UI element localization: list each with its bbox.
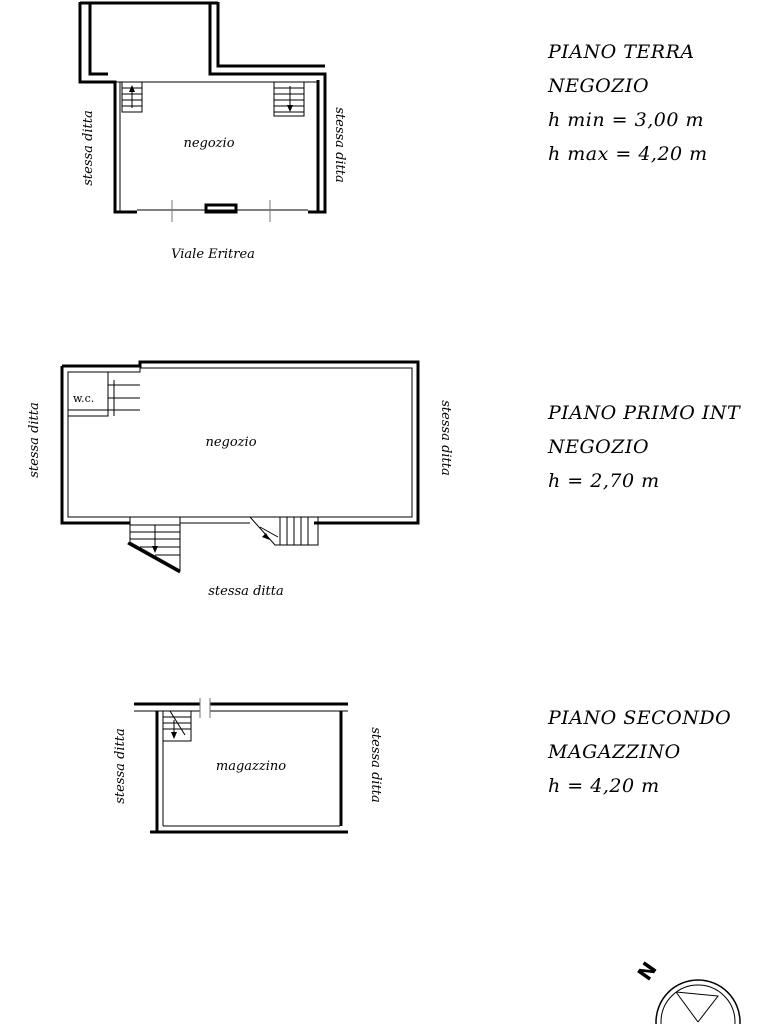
north-arrow-icon	[632, 957, 740, 1024]
room-label: negozio	[183, 136, 235, 151]
height-max: h max = 4,20 m	[548, 143, 708, 165]
second-floor-plan	[113, 698, 383, 832]
bottom-neighbor-label: stessa ditta	[208, 584, 284, 599]
room-label: magazzino	[215, 759, 287, 774]
first-floor-plan	[27, 362, 453, 599]
wc-room	[68, 372, 140, 416]
stair-right	[250, 517, 318, 545]
room-label: negozio	[205, 435, 257, 450]
stair-right	[274, 82, 304, 116]
compass-north-letter: N	[632, 957, 662, 985]
first-floor-title	[547, 402, 741, 492]
room-type: MAGAZZINO	[548, 741, 681, 763]
height: h = 4,20 m	[548, 775, 660, 797]
ground-floor-title	[547, 41, 708, 165]
height-min: h min = 3,00 m	[548, 109, 704, 131]
floor-name: PIANO PRIMO INT	[548, 402, 741, 424]
stair-left	[128, 517, 180, 572]
right-neighbor-label: stessa ditta	[438, 400, 453, 476]
street-label: Viale Eritrea	[171, 247, 255, 262]
floor-name: PIANO TERRA	[548, 41, 695, 63]
height: h = 2,70 m	[548, 470, 660, 492]
floor-name: PIANO SECONDO	[548, 707, 732, 729]
wc-label: w.c.	[73, 392, 95, 405]
room-type: NEGOZIO	[548, 436, 650, 458]
stair-left	[122, 82, 142, 112]
right-neighbor-label: stessa ditta	[332, 107, 347, 183]
left-neighbor-label: stessa ditta	[81, 110, 96, 186]
ground-floor-plan	[80, 2, 347, 262]
second-floor-title	[547, 707, 731, 797]
right-neighbor-label: stessa ditta	[368, 727, 383, 803]
left-neighbor-label: stessa ditta	[113, 728, 128, 804]
left-neighbor-label: stessa ditta	[27, 402, 42, 478]
room-type: NEGOZIO	[548, 75, 650, 97]
